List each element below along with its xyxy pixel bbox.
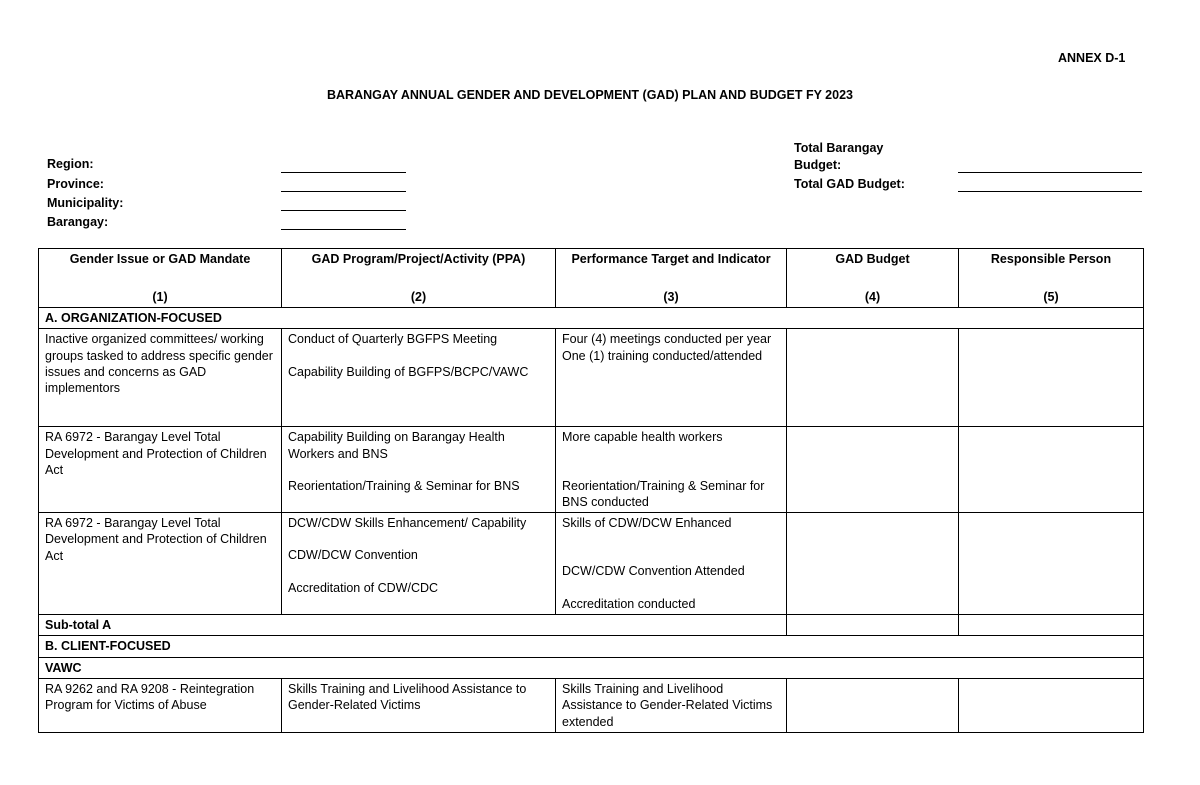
- spacer: [288, 531, 549, 547]
- header-number: (3): [663, 289, 679, 304]
- budget-cell[interactable]: [787, 329, 959, 427]
- ppa-item: Accreditation of CDW/CDC: [288, 580, 439, 595]
- ppa-item: CDW/DCW Convention: [288, 548, 418, 563]
- barangay-field[interactable]: [281, 229, 406, 230]
- gender-issue-cell: RA 9262 and RA 9208 - Reintegration Program for Victims of Abuse: [39, 678, 282, 732]
- header-number: (4): [864, 289, 881, 304]
- target-cell: [556, 329, 787, 427]
- header-row: [39, 249, 1144, 308]
- spacer: [562, 547, 780, 563]
- subsection-row: [39, 657, 1144, 678]
- total-barangay-budget-label: [794, 140, 883, 174]
- table-row: [39, 329, 1144, 427]
- ppa-item: DCW/CDW Skills Enhancement/ Capability: [288, 516, 527, 531]
- ppa-cell: [282, 329, 556, 427]
- header-number: (5): [1043, 289, 1059, 304]
- header-number: (2): [410, 289, 427, 304]
- subtotal-responsible-cell[interactable]: [959, 615, 1144, 636]
- ppa-item: Reorientation/Training & Seminar for BNS: [288, 478, 520, 493]
- gender-issue-cell: Inactive organized committees/ working groups tasked to address specific gender issues and concerns as GAD implementors: [39, 329, 282, 427]
- total-gad-budget-field[interactable]: [958, 191, 1142, 192]
- municipality-label: Municipality:: [47, 196, 124, 210]
- annex-label: ANNEX D-1: [1058, 51, 1126, 65]
- subtotal-a-label: Sub-total A: [39, 615, 787, 636]
- responsible-cell[interactable]: [959, 513, 1144, 615]
- ppa-cell: Skills Training and Livelihood Assistance to Gender-Related Victims: [282, 678, 556, 732]
- province-field[interactable]: [281, 191, 406, 192]
- spacer: [288, 348, 549, 364]
- header-ppa: [282, 249, 556, 308]
- region-label: Region:: [47, 157, 94, 171]
- region-field[interactable]: [281, 172, 406, 173]
- target-item: One (1) training conducted/attended: [562, 348, 763, 363]
- target-item: Four (4) meetings conducted per year: [562, 332, 772, 347]
- header-label: Performance Target and Indicator: [571, 252, 771, 266]
- header-gad-budget: [787, 249, 959, 308]
- header-label: GAD Budget: [835, 252, 910, 266]
- total-gad-budget-label: Total GAD Budget:: [794, 177, 905, 191]
- section-row: [39, 308, 1144, 329]
- spacer: [562, 580, 780, 596]
- gad-plan-table: [38, 248, 1144, 733]
- ppa-item: Capability Building on Barangay Health Workers and BNS: [288, 430, 505, 461]
- header-label: GAD Program/Project/Activity (PPA): [311, 252, 526, 266]
- responsible-cell[interactable]: [959, 329, 1144, 427]
- ppa-item: Capability Building of BGFPS/BCPC/VAWC: [288, 364, 529, 379]
- target-cell: [556, 513, 787, 615]
- target-cell: Skills Training and Livelihood Assistance to Gender-Related Victims extended: [556, 678, 787, 732]
- municipality-field[interactable]: [281, 210, 406, 211]
- subtotal-row: [39, 615, 1144, 636]
- target-item: DCW/CDW Convention Attended: [562, 564, 745, 579]
- section-row: [39, 636, 1144, 657]
- section-b-label: B. CLIENT-FOCUSED: [39, 636, 1144, 657]
- budget-cell[interactable]: [787, 678, 959, 732]
- ppa-item: Conduct of Quarterly BGFPS Meeting: [288, 332, 498, 347]
- header-performance-target: [556, 249, 787, 308]
- barangay-label: Barangay:: [47, 215, 109, 229]
- ppa-cell: [282, 513, 556, 615]
- spacer: [562, 446, 780, 462]
- total-barangay-budget-label-line2: Budget:: [794, 158, 842, 172]
- spacer: [288, 564, 549, 580]
- target-item: Skills of CDW/DCW Enhanced: [562, 516, 732, 531]
- header-gender-issue: [39, 249, 282, 308]
- gender-issue-cell: RA 6972 - Barangay Level Total Development and Protection of Children Act: [39, 427, 282, 513]
- budget-cell[interactable]: [787, 513, 959, 615]
- header-number: (1): [152, 289, 168, 304]
- spacer: [288, 462, 549, 478]
- target-item: Accreditation conducted: [562, 596, 696, 611]
- ppa-cell: [282, 427, 556, 513]
- section-a-label: A. ORGANIZATION-FOCUSED: [39, 308, 1144, 329]
- spacer: [562, 531, 780, 547]
- header-label: Responsible Person: [990, 252, 1112, 266]
- page-title: BARANGAY ANNUAL GENDER AND DEVELOPMENT (GAD) PLAN AND BUDGET FY 2023: [327, 88, 853, 102]
- province-label: Province:: [47, 177, 104, 191]
- table-row: [39, 427, 1144, 513]
- target-item: Reorientation/Training & Seminar for BNS conducted: [562, 478, 765, 509]
- header-label: Gender Issue or GAD Mandate: [69, 252, 251, 266]
- subtotal-budget-cell[interactable]: [787, 615, 959, 636]
- spacer: [562, 462, 780, 478]
- target-item: More capable health workers: [562, 430, 723, 445]
- total-barangay-budget-field[interactable]: [958, 172, 1142, 173]
- budget-cell[interactable]: [787, 427, 959, 513]
- header-responsible-person: [959, 249, 1144, 308]
- table-row: [39, 513, 1144, 615]
- vawc-label: VAWC: [39, 657, 1144, 678]
- total-barangay-budget-label-line1: Total Barangay: [794, 141, 884, 155]
- table-row: [39, 678, 1144, 732]
- responsible-cell[interactable]: [959, 427, 1144, 513]
- target-cell: [556, 427, 787, 513]
- responsible-cell[interactable]: [959, 678, 1144, 732]
- gender-issue-cell: RA 6972 - Barangay Level Total Development and Protection of Children Act: [39, 513, 282, 615]
